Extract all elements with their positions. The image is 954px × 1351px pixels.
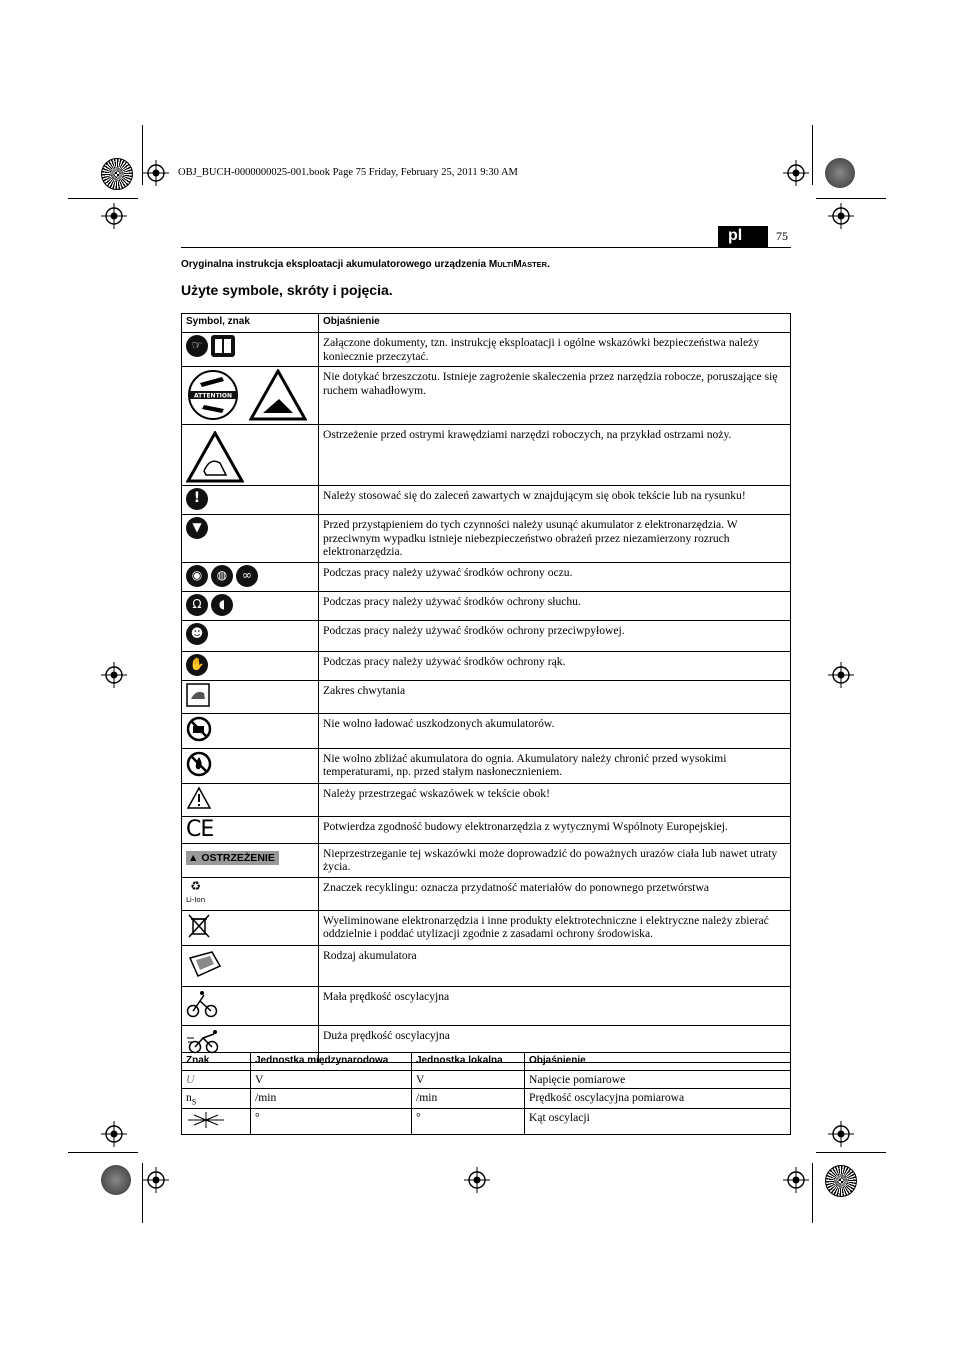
unit-local: V xyxy=(412,1071,525,1089)
table-row xyxy=(182,1089,791,1109)
col-explanation-header: Objaśnienie xyxy=(525,1053,791,1071)
col-sign-header: Znak xyxy=(182,1053,251,1071)
oscillation-angle-icon xyxy=(186,1111,226,1129)
row-desc: Wyeliminowane elektronarzędzia i inne produkty elektrotechniczne i elektryczne należy zbierać oddzielnie i poddać utylizacji zgodnie z zasadami ochrony środowiska. xyxy=(319,910,791,945)
gloves-icon: ✋ xyxy=(186,654,208,676)
registration-mark xyxy=(101,662,127,688)
sharp-edge-warning-icon xyxy=(186,431,244,483)
registration-mark xyxy=(143,1167,169,1193)
no-fire-icon xyxy=(186,751,212,777)
recycling-icon: ♻ Li-Ion xyxy=(186,878,206,904)
section-title: Użyte symbole, skróty i pojęcia. xyxy=(181,282,393,298)
unit-local: ° xyxy=(412,1109,525,1135)
table-row xyxy=(182,910,791,945)
warning-label-icon: ▲ OSTRZEŻENIE xyxy=(186,851,279,865)
battery-pack-icon xyxy=(186,948,222,980)
unit-sign xyxy=(182,1109,251,1135)
row-desc: Podczas pracy należy używać środków ochrony słuchu. xyxy=(319,591,791,620)
table-row xyxy=(182,651,791,680)
table-row xyxy=(182,562,791,591)
table-row xyxy=(182,1071,791,1089)
language-tab-label: pl xyxy=(728,227,743,244)
registration-mark xyxy=(101,1121,127,1147)
table-row xyxy=(182,748,791,783)
gray-rosette-mark xyxy=(101,1165,131,1195)
ear-protection-icon: ◖ xyxy=(211,594,233,616)
registration-mark xyxy=(828,203,854,229)
unit-intl: V xyxy=(251,1071,412,1089)
warning-triangle-icon xyxy=(186,786,212,810)
unit-local: /min xyxy=(412,1089,525,1109)
svg-text:ATTENTION: ATTENTION xyxy=(193,392,233,400)
ce-mark-icon: CE xyxy=(186,816,214,842)
row-desc: Rodzaj akumulatora xyxy=(319,945,791,986)
dust-mask-icon: ☻ xyxy=(186,623,208,645)
table-row xyxy=(182,333,791,367)
col-symbol-header: Symbol, znak xyxy=(182,314,319,333)
sharp-edge-warning-icon xyxy=(249,369,307,421)
row-desc: Przed przystąpieniem do tych czynności należy usunąć akumulator z elektronarzędzia. W przeciwnym wypadku istnieje niebezpieczeństwo obrażeń przez niezamierzony rozruch elektronarzędzia. xyxy=(319,515,791,563)
col-intl-unit-header: Jednostka międzynarodowa xyxy=(251,1053,412,1071)
table-row xyxy=(182,986,791,1025)
read-manual-icon: ☞ xyxy=(186,335,208,357)
eye-protection-icon: ◍ xyxy=(211,565,233,587)
table-row xyxy=(182,425,791,486)
table-row xyxy=(182,680,791,713)
row-desc: Znaczek recyklingu: oznacza przydatność materiałów do ponownego przetwórstwa xyxy=(319,877,791,910)
registration-mark xyxy=(828,662,854,688)
unit-desc: Napięcie pomiarowe xyxy=(525,1071,791,1089)
crop-line xyxy=(68,198,138,199)
slow-bicycle-icon xyxy=(186,989,218,1019)
table-row xyxy=(182,843,791,877)
registration-mark xyxy=(828,1121,854,1147)
row-desc: Nie wolno ładować uszkodzonych akumulatorów. xyxy=(319,713,791,748)
crop-line xyxy=(68,1152,138,1153)
read-manual-icon xyxy=(211,335,235,357)
registration-mark xyxy=(143,160,169,186)
crop-line xyxy=(816,1152,886,1153)
page-number: 75 xyxy=(776,229,788,243)
unit-desc: Kąt oscylacji xyxy=(525,1109,791,1135)
eye-protection-icon: ◉ xyxy=(186,565,208,587)
no-damaged-battery-icon xyxy=(186,716,212,742)
language-tab xyxy=(718,226,768,247)
unit-sign: $n_S$ xyxy=(182,1089,251,1109)
table-row xyxy=(182,877,791,910)
header-rule xyxy=(181,247,791,248)
table-row xyxy=(182,816,791,843)
unit-intl: /min xyxy=(251,1089,412,1109)
unit-sign: U xyxy=(182,1071,251,1089)
row-desc: Ostrzeżenie przed ostrymi krawędziami narzędzi roboczych, na przykład ostrzami noży. xyxy=(319,425,791,486)
row-desc: Należy stosować się do zaleceń zawartych w znajdującym się obok tekście lub na rysunku! xyxy=(319,486,791,515)
registration-mark xyxy=(101,203,127,229)
grip-area-icon xyxy=(186,683,210,707)
crossed-bin-icon xyxy=(186,913,212,939)
row-desc: Podczas pracy należy używać środków ochrony przeciwpyłowej. xyxy=(319,620,791,651)
gray-rosette-mark xyxy=(825,158,855,188)
row-desc: Podczas pracy należy używać środków ochrony rąk. xyxy=(319,651,791,680)
row-desc: Załączone dokumenty, tzn. instrukcję eksploatacji i ogólne wskazówki bezpieczeństwa należy koniecznie przeczytać. xyxy=(319,333,791,367)
table-row xyxy=(182,783,791,816)
registration-mark xyxy=(783,160,809,186)
document-subtitle: Oryginalna instrukcja eksploatacji akumulatorowego urządzenia MULTIMASTER. xyxy=(181,259,550,270)
symbols-table-header xyxy=(182,314,791,333)
row-desc: Należy przestrzegać wskazówek w tekście obok! xyxy=(319,783,791,816)
col-local-unit-header: Jednostka lokalna xyxy=(412,1053,525,1071)
table-row xyxy=(182,486,791,515)
table-row xyxy=(182,620,791,651)
symbols-table xyxy=(181,313,791,1063)
table-row xyxy=(182,515,791,563)
table-row xyxy=(182,367,791,425)
row-desc: Nieprzestrzeganie tej wskazówki może doprowadzić do poważnych urazów ciała lub nawet utraty życia. xyxy=(319,843,791,877)
unit-desc: Prędkość oscylacyjna pomiarowa xyxy=(525,1089,791,1109)
crop-line xyxy=(812,125,813,185)
row-desc: Potwierdza zgodność budowy elektronarzędzia z wytycznymi Wspólnoty Europejskiej. xyxy=(319,816,791,843)
row-desc: Podczas pracy należy używać środków ochrony oczu. xyxy=(319,562,791,591)
file-info-line: OBJ_BUCH-0000000025-001.book Page 75 Friday, February 25, 2011 9:30 AM xyxy=(178,167,518,178)
row-desc: Zakres chwytania xyxy=(319,680,791,713)
registration-mark xyxy=(464,1167,490,1193)
exclamation-icon: ! xyxy=(186,488,208,510)
unit-intl: ° xyxy=(251,1109,412,1135)
crop-line xyxy=(816,198,886,199)
row-desc: Duża prędkość oscylacyjna xyxy=(319,1025,791,1062)
ear-protection-icon: Ω xyxy=(186,594,208,616)
row-desc: Nie wolno zbliżać akumulatora do ognia. Akumulatory należy chronić przed wysokimi temperaturami, np. przed stałym nasłonecznieniem. xyxy=(319,748,791,783)
table-row xyxy=(182,713,791,748)
remove-battery-icon: ▼ xyxy=(186,517,208,539)
crop-line xyxy=(812,1163,813,1223)
attention-blade-icon xyxy=(186,369,240,421)
table-row xyxy=(182,591,791,620)
col-desc-header: Objaśnienie xyxy=(319,314,791,333)
units-table xyxy=(181,1052,791,1135)
color-rosette-mark xyxy=(825,1165,857,1197)
row-desc: Mała prędkość oscylacyjna xyxy=(319,986,791,1025)
row-desc: Nie dotykać brzeszczotu. Istnieje zagrożenie skaleczenia przez narzędzia robocze, poruszające się ruchem wahadłowym. xyxy=(319,367,791,425)
table-row xyxy=(182,945,791,986)
table-row xyxy=(182,1109,791,1135)
registration-mark xyxy=(783,1167,809,1193)
units-table-header xyxy=(182,1053,791,1071)
eye-protection-icon: ∞ xyxy=(236,565,258,587)
color-rosette-mark xyxy=(101,158,133,190)
